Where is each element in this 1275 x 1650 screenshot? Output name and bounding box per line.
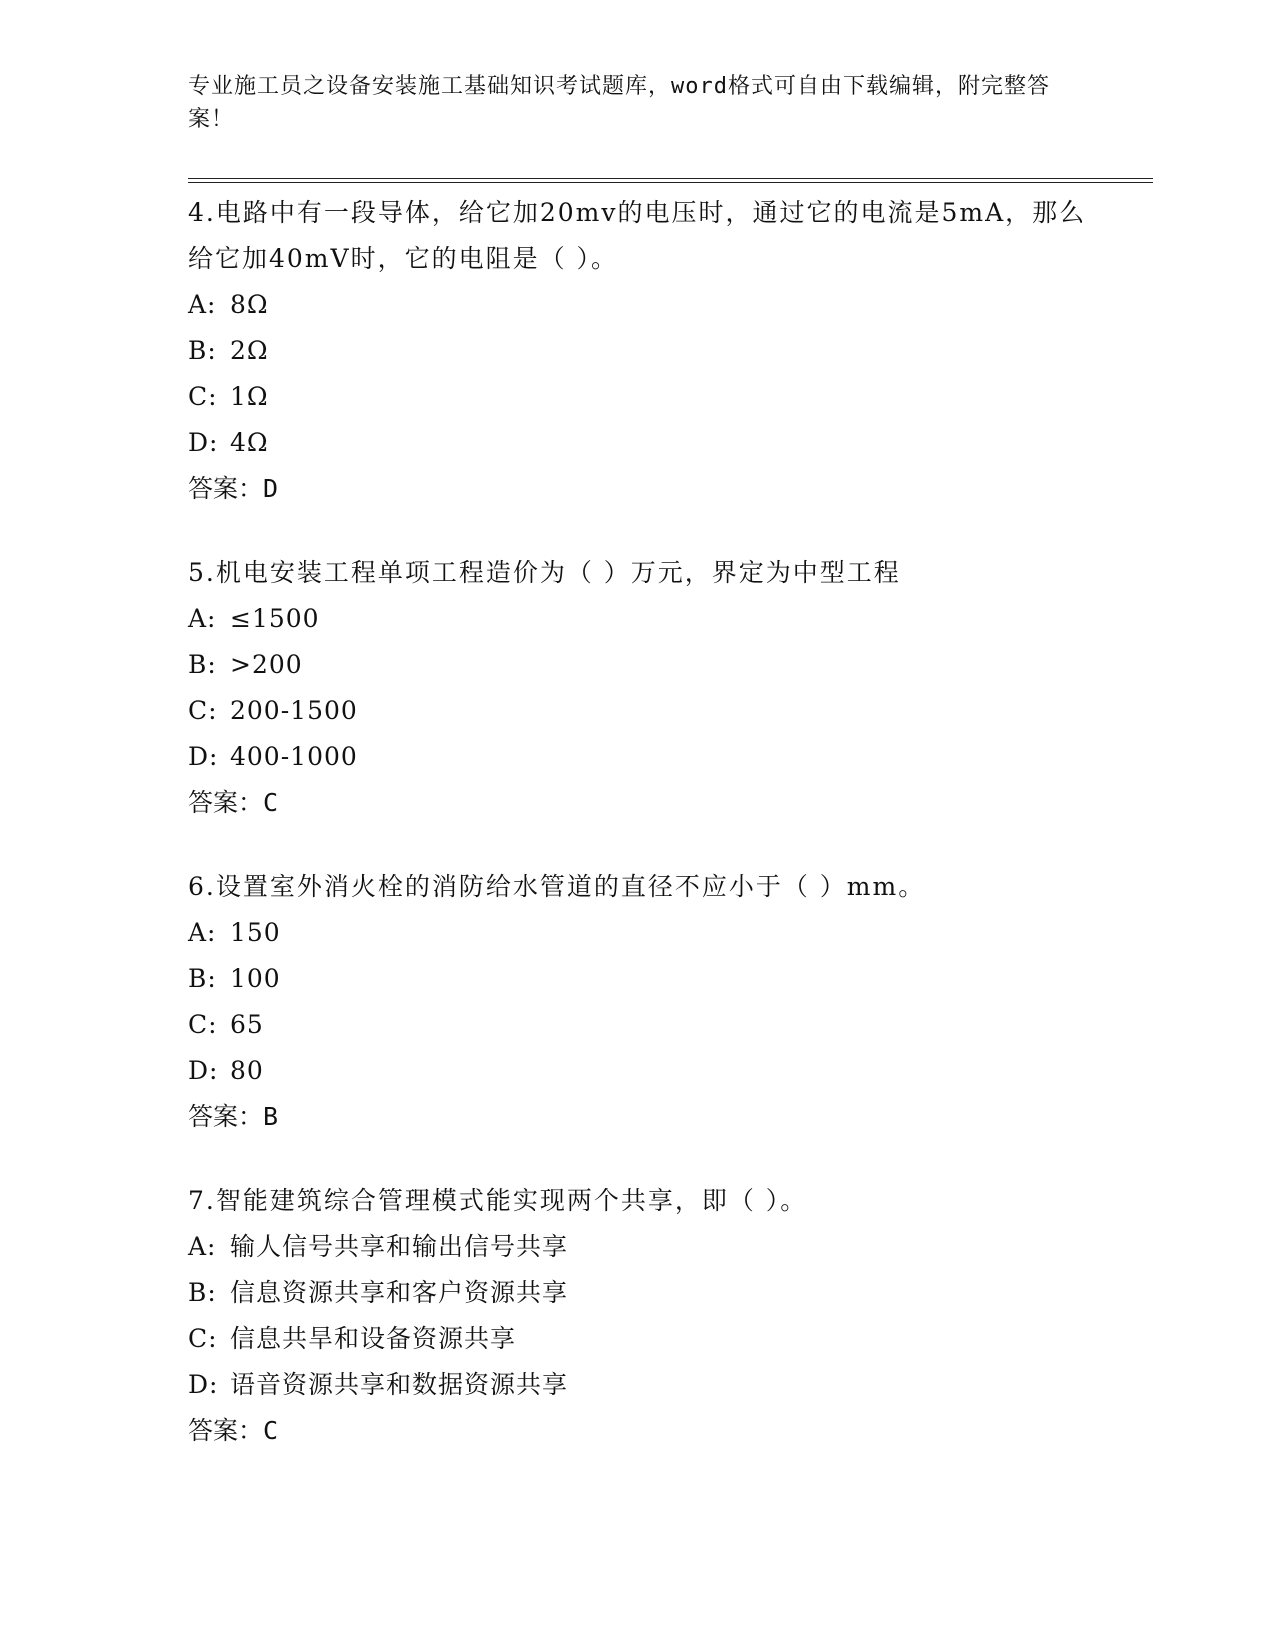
option-text: 400-1000 <box>230 742 358 771</box>
option-letter: D: <box>188 742 219 771</box>
answer-line: 答案：C <box>188 788 279 817</box>
question-stem: 7.智能建筑综合管理模式能实现两个共享，即（ ）。 <box>188 1186 808 1215</box>
answer-line: 答案：C <box>188 1416 279 1445</box>
option-a <box>188 282 1088 328</box>
option-a <box>188 910 1088 956</box>
option-d <box>188 1362 1088 1408</box>
question-item <box>188 1178 1088 1454</box>
option-d <box>188 1048 1088 1094</box>
option-text: 信息共旱和设备资源共享 <box>230 1324 517 1353</box>
option-text: 65 <box>230 1010 264 1039</box>
option-letter: A: <box>188 290 217 319</box>
option-text: 信息资源共享和客户资源共享 <box>230 1278 569 1307</box>
option-a <box>188 596 1088 642</box>
option-letter: A: <box>188 1232 217 1261</box>
option-letter: C: <box>188 1010 218 1039</box>
header-divider <box>188 178 1153 183</box>
option-a <box>188 1224 1088 1270</box>
option-letter: A: <box>188 604 217 633</box>
option-text: 4Ω <box>230 428 269 457</box>
option-text: 2Ω <box>230 336 269 365</box>
option-b <box>188 328 1088 374</box>
option-letter: C: <box>188 382 218 411</box>
option-letter: B: <box>188 1278 217 1307</box>
option-c <box>188 1316 1088 1362</box>
document-header: 专业施工员之设备安装施工基础知识考试题库，word格式可自由下载编辑，附完整答案！ <box>188 74 1050 132</box>
question-item <box>188 550 1088 826</box>
option-b <box>188 956 1088 1002</box>
question-stem: 6.设置室外消火栓的消防给水管道的直径不应小于（ ）mm。 <box>188 872 926 901</box>
option-d <box>188 420 1088 466</box>
answer-line: 答案：D <box>188 474 279 503</box>
option-d <box>188 734 1088 780</box>
option-letter: A: <box>188 918 217 947</box>
option-letter: D: <box>188 428 219 457</box>
answer-line: 答案：B <box>188 1102 279 1131</box>
option-text: 200-1500 <box>230 696 358 725</box>
option-b <box>188 1270 1088 1316</box>
option-letter: C: <box>188 1324 218 1353</box>
option-b <box>188 642 1088 688</box>
option-letter: B: <box>188 650 217 679</box>
option-text: 1Ω <box>230 382 269 411</box>
question-list <box>188 190 1088 1492</box>
question-stem: 4.电路中有一段导体，给它加20mv的电压时，通过它的电流是5mA，那么给它加40mV时，它的电阻是（ ）。 <box>188 198 1087 273</box>
option-text: >200 <box>230 650 303 679</box>
option-letter: B: <box>188 964 217 993</box>
option-text: 150 <box>230 918 281 947</box>
option-text: 80 <box>230 1056 264 1085</box>
option-text: 8Ω <box>230 290 269 319</box>
option-text: 语音资源共享和数据资源共享 <box>230 1370 569 1399</box>
question-item <box>188 864 1088 1140</box>
option-text: 输人信号共享和输出信号共享 <box>230 1232 569 1261</box>
option-c <box>188 374 1088 420</box>
option-letter: B: <box>188 336 217 365</box>
option-c <box>188 1002 1088 1048</box>
option-text: 100 <box>230 964 281 993</box>
question-item <box>188 190 1088 512</box>
option-text: ≤1500 <box>230 604 320 633</box>
option-letter: D: <box>188 1056 219 1085</box>
option-c <box>188 688 1088 734</box>
option-letter: C: <box>188 696 218 725</box>
option-letter: D: <box>188 1370 219 1399</box>
question-stem: 5.机电安装工程单项工程造价为（ ）万元，界定为中型工程 <box>188 558 901 587</box>
